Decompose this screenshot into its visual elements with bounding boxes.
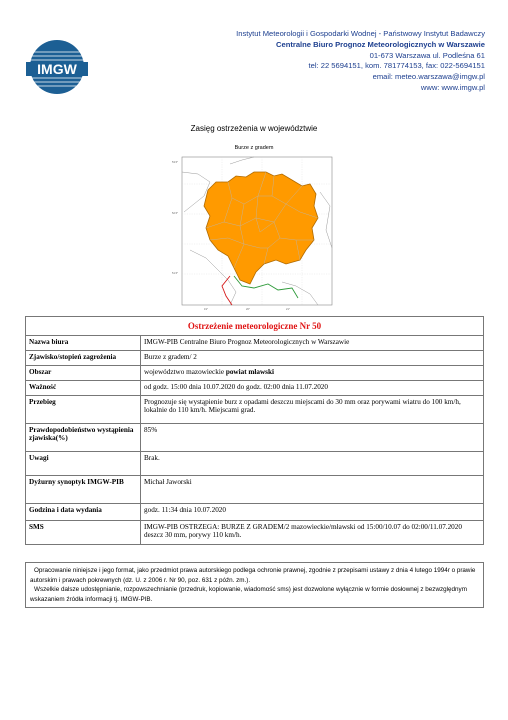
row-value: IMGW-PIB OSTRZEGA: BURZE Z GRADEM/2 mazowieckie/mławski od 15:00/10.07 do 02:00/11.07.2020 deszcz 30 mm, porywy 110 km/h. (141, 521, 484, 545)
area-county: powiat mławski (225, 368, 274, 376)
imgw-logo (22, 38, 92, 96)
row-label: Uwagi (26, 452, 141, 476)
warning-heading: Ostrzeżenie meteorologiczne Nr 50 (26, 317, 484, 336)
website: www: www.imgw.pl (420, 82, 485, 92)
row-label: Zjawisko/stopień zagrożenia (26, 351, 141, 366)
row-value: 85% (141, 424, 484, 452)
row-label: Przebieg (26, 396, 141, 424)
row-label: Obszar (26, 366, 141, 381)
row-value: Michał Jaworski (141, 476, 484, 504)
office-name: Centralne Biuro Prognoz Meteorologicznych w Warszawie (276, 39, 485, 49)
row-value: Burze z gradem/ 2 (141, 351, 484, 366)
copyright-note (25, 562, 484, 608)
row-label: Ważność (26, 381, 141, 396)
email: email: meteo.warszawa@imgw.pl (372, 72, 485, 82)
row-label: Godzina i data wydania (26, 504, 141, 521)
table-row (26, 351, 484, 366)
table-row (26, 521, 484, 545)
row-label: Prawdopodobieństwo wystąpienia zjawiska(%) (26, 424, 141, 452)
table-row (26, 452, 484, 476)
redistribution-paragraph: Wszelkie dalsze udostępnianie, rozpowszechnianie (przedruk, kopiowanie, wiadomość sms) jest dozwolone wyłącznie w formie dosłownej z bezwzględnym wskazaniem źródła informacji tj. IMGW-PIB. (30, 586, 467, 603)
row-value: IMGW-PIB Centralne Biuro Prognoz Meteorologicznych w Warszawie (141, 336, 484, 351)
warning-area-map (170, 152, 340, 312)
area-voivodeship: województwo mazowieckie (144, 368, 225, 376)
copyright-paragraph: Opracowanie niniejsze i jego format, jako przedmiot prawa autorskiego podlega ochronie prawnej, zgodnie z przepisami ustawy z dnia 4 lutego 1994r o prawie autorskim i prawach pokrewnych (dz. U. z 2006 r. Nr 90, poz. 631 z późn. zm.). (30, 567, 476, 584)
table-row (26, 396, 484, 424)
row-value (141, 366, 484, 381)
table-row (26, 366, 484, 381)
row-label: Nazwa biura (26, 336, 141, 351)
row-value: od godz. 15:00 dnia 10.07.2020 do godz. 02:00 dnia 11.07.2020 (141, 381, 484, 396)
address: 01-673 Warszawa ul. Podleśna 61 (369, 50, 485, 60)
svg-text:51.5°: 51.5° (172, 272, 179, 275)
table-row (26, 424, 484, 452)
svg-text:21°: 21° (286, 308, 290, 311)
table-row (26, 476, 484, 504)
row-value: Brak. (141, 452, 484, 476)
map-title: Burze z gradem (234, 145, 274, 151)
table-row (26, 336, 484, 351)
row-label: SMS (26, 521, 141, 545)
svg-text:20°: 20° (246, 308, 250, 311)
row-label: Dyżurny synoptyk IMGW-PIB (26, 476, 141, 504)
row-value: Prognozuje się wystąpienie burz z opadami deszczu miejscami do 30 mm oraz porywami wiatru do 100 km/h, lokalnie do 110 km/h. Miejscami grad. (141, 396, 484, 424)
svg-text:19°: 19° (204, 308, 208, 311)
row-value: godz. 11:34 dnia 10.07.2020 (141, 504, 484, 521)
phone: tel: 22 5694151, kom. 781774153, fax: 022-5694151 (308, 61, 485, 71)
warning-table (25, 316, 484, 545)
table-row (26, 381, 484, 396)
institute-name: Instytut Meteorologii i Gospodarki Wodnej - Państwowy Instytut Badawczy (236, 29, 485, 38)
table-row (26, 504, 484, 521)
institute-header (236, 29, 485, 94)
map-section-title: Zasięg ostrzeżenia w województwie (190, 124, 318, 133)
svg-text:IMGW: IMGW (37, 61, 77, 77)
svg-text:53.5°: 53.5° (172, 161, 179, 164)
svg-text:52.5°: 52.5° (172, 212, 179, 215)
